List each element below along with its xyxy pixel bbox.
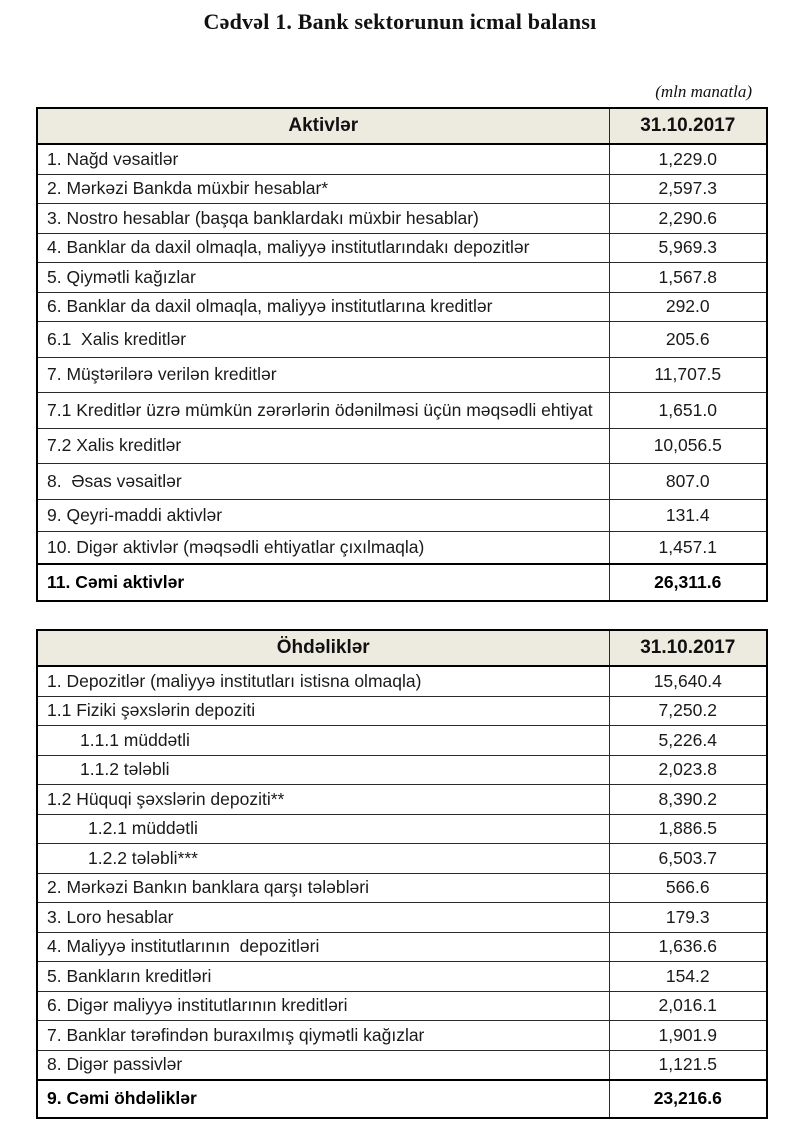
unit-note: (mln manatla)	[655, 82, 752, 101]
table-row	[37, 726, 767, 756]
row-value: 1,886.5	[609, 814, 767, 844]
assets-header-date: 31.10.2017	[609, 108, 767, 144]
table-row	[37, 962, 767, 992]
row-value: 566.6	[609, 873, 767, 903]
row-label: 7. Banklar tərəfindən buraxılmış qiymətli kağızlar	[37, 1021, 609, 1051]
row-label: 8. Digər passivlər	[37, 1050, 609, 1080]
table-row	[37, 1021, 767, 1051]
table-row	[37, 873, 767, 903]
row-value: 154.2	[609, 962, 767, 992]
row-label: 4. Maliyyə institutlarının depozitləri	[37, 932, 609, 962]
table-row	[37, 903, 767, 933]
row-value: 1,121.5	[609, 1050, 767, 1080]
row-label: 9. Qeyri-maddi aktivlər	[37, 499, 609, 531]
row-value: 1,901.9	[609, 1021, 767, 1051]
liabilities-header-label: Öhdəliklər	[37, 630, 609, 666]
table-row	[37, 393, 767, 429]
table-row	[37, 814, 767, 844]
row-value: 10,056.5	[609, 428, 767, 464]
table-row	[37, 755, 767, 785]
row-label: 9. Cəmi öhdəliklər	[37, 1080, 609, 1118]
liabilities-table	[36, 629, 768, 1119]
row-label: 3. Nostro hesablar (başqa banklardakı müxbir hesablar)	[37, 204, 609, 234]
row-label: 5. Qiymətli kağızlar	[37, 263, 609, 293]
row-label: 8. Əsas vəsaitlər	[37, 464, 609, 500]
row-label: 1.2.2 tələbli***	[37, 844, 609, 874]
row-label: 2. Mərkəzi Bankın banklara qarşı tələbləri	[37, 873, 609, 903]
table-row	[37, 1080, 767, 1118]
row-value: 15,640.4	[609, 666, 767, 696]
assets-header-row	[37, 108, 767, 144]
row-label: 1. Depozitlər (maliyyə institutları istisna olmaqla)	[37, 666, 609, 696]
row-label: 1.1.1 müddətli	[37, 726, 609, 756]
row-value: 205.6	[609, 322, 767, 358]
table-row	[37, 1050, 767, 1080]
row-value: 8,390.2	[609, 785, 767, 815]
row-label: 7. Müştərilərə verilən kreditlər	[37, 357, 609, 393]
row-value: 7,250.2	[609, 696, 767, 726]
row-value: 2,597.3	[609, 174, 767, 204]
assets-header-label: Aktivlər	[37, 108, 609, 144]
row-value: 131.4	[609, 499, 767, 531]
row-label: 6. Banklar da daxil olmaqla, maliyyə institutlarına kreditlər	[37, 292, 609, 322]
row-label: 10. Digər aktivlər (məqsədli ehtiyatlar çıxılmaqla)	[37, 531, 609, 564]
table-row	[37, 991, 767, 1021]
row-value: 292.0	[609, 292, 767, 322]
row-value: 1,229.0	[609, 144, 767, 174]
row-label: 1.2.1 müddətli	[37, 814, 609, 844]
table-row	[37, 428, 767, 464]
table-row	[37, 263, 767, 293]
liabilities-header-row	[37, 630, 767, 666]
row-value: 23,216.6	[609, 1080, 767, 1118]
row-value: 26,311.6	[609, 564, 767, 602]
assets-table	[36, 107, 768, 602]
row-label: 2. Mərkəzi Bankda müxbir hesablar*	[37, 174, 609, 204]
row-value: 11,707.5	[609, 357, 767, 393]
row-label: 3. Loro hesablar	[37, 903, 609, 933]
table-row	[37, 666, 767, 696]
row-label: 7.1 Kreditlər üzrə mümkün zərərlərin ödənilməsi üçün məqsədli ehtiyat	[37, 393, 609, 429]
row-value: 2,016.1	[609, 991, 767, 1021]
row-value: 5,226.4	[609, 726, 767, 756]
row-label: 1.2 Hüquqi şəxslərin depoziti**	[37, 785, 609, 815]
table-row	[37, 696, 767, 726]
row-label: 5. Bankların kreditləri	[37, 962, 609, 992]
table-row	[37, 144, 767, 174]
liabilities-table-body	[37, 666, 767, 1118]
row-label: 1. Nağd vəsaitlər	[37, 144, 609, 174]
table-row	[37, 174, 767, 204]
assets-table-body	[37, 144, 767, 601]
row-value: 1,567.8	[609, 263, 767, 293]
row-label: 11. Cəmi aktivlər	[37, 564, 609, 602]
row-label: 4. Banklar da daxil olmaqla, maliyyə institutlarındakı depozitlər	[37, 233, 609, 263]
table-row	[37, 564, 767, 602]
row-label: 7.2 Xalis kreditlər	[37, 428, 609, 464]
liabilities-header-date: 31.10.2017	[609, 630, 767, 666]
table-row	[37, 531, 767, 564]
page-title: Cədvəl 1. Bank sektorunun icmal balansı	[203, 9, 597, 34]
table-row	[37, 322, 767, 358]
row-value: 5,969.3	[609, 233, 767, 263]
table-row	[37, 932, 767, 962]
row-value: 2,023.8	[609, 755, 767, 785]
row-value: 6,503.7	[609, 844, 767, 874]
row-label: 1.1 Fiziki şəxslərin depoziti	[37, 696, 609, 726]
row-label: 6. Digər maliyyə institutlarının kreditləri	[37, 991, 609, 1021]
table-row	[37, 357, 767, 393]
row-value: 1,457.1	[609, 531, 767, 564]
row-value: 179.3	[609, 903, 767, 933]
row-value: 2,290.6	[609, 204, 767, 234]
table-row	[37, 785, 767, 815]
row-label: 1.1.2 tələbli	[37, 755, 609, 785]
row-value: 1,651.0	[609, 393, 767, 429]
row-value: 807.0	[609, 464, 767, 500]
table-row	[37, 233, 767, 263]
table-row	[37, 464, 767, 500]
row-value: 1,636.6	[609, 932, 767, 962]
table-row	[37, 292, 767, 322]
table-row	[37, 499, 767, 531]
row-label: 6.1 Xalis kreditlər	[37, 322, 609, 358]
table-row	[37, 844, 767, 874]
table-row	[37, 204, 767, 234]
